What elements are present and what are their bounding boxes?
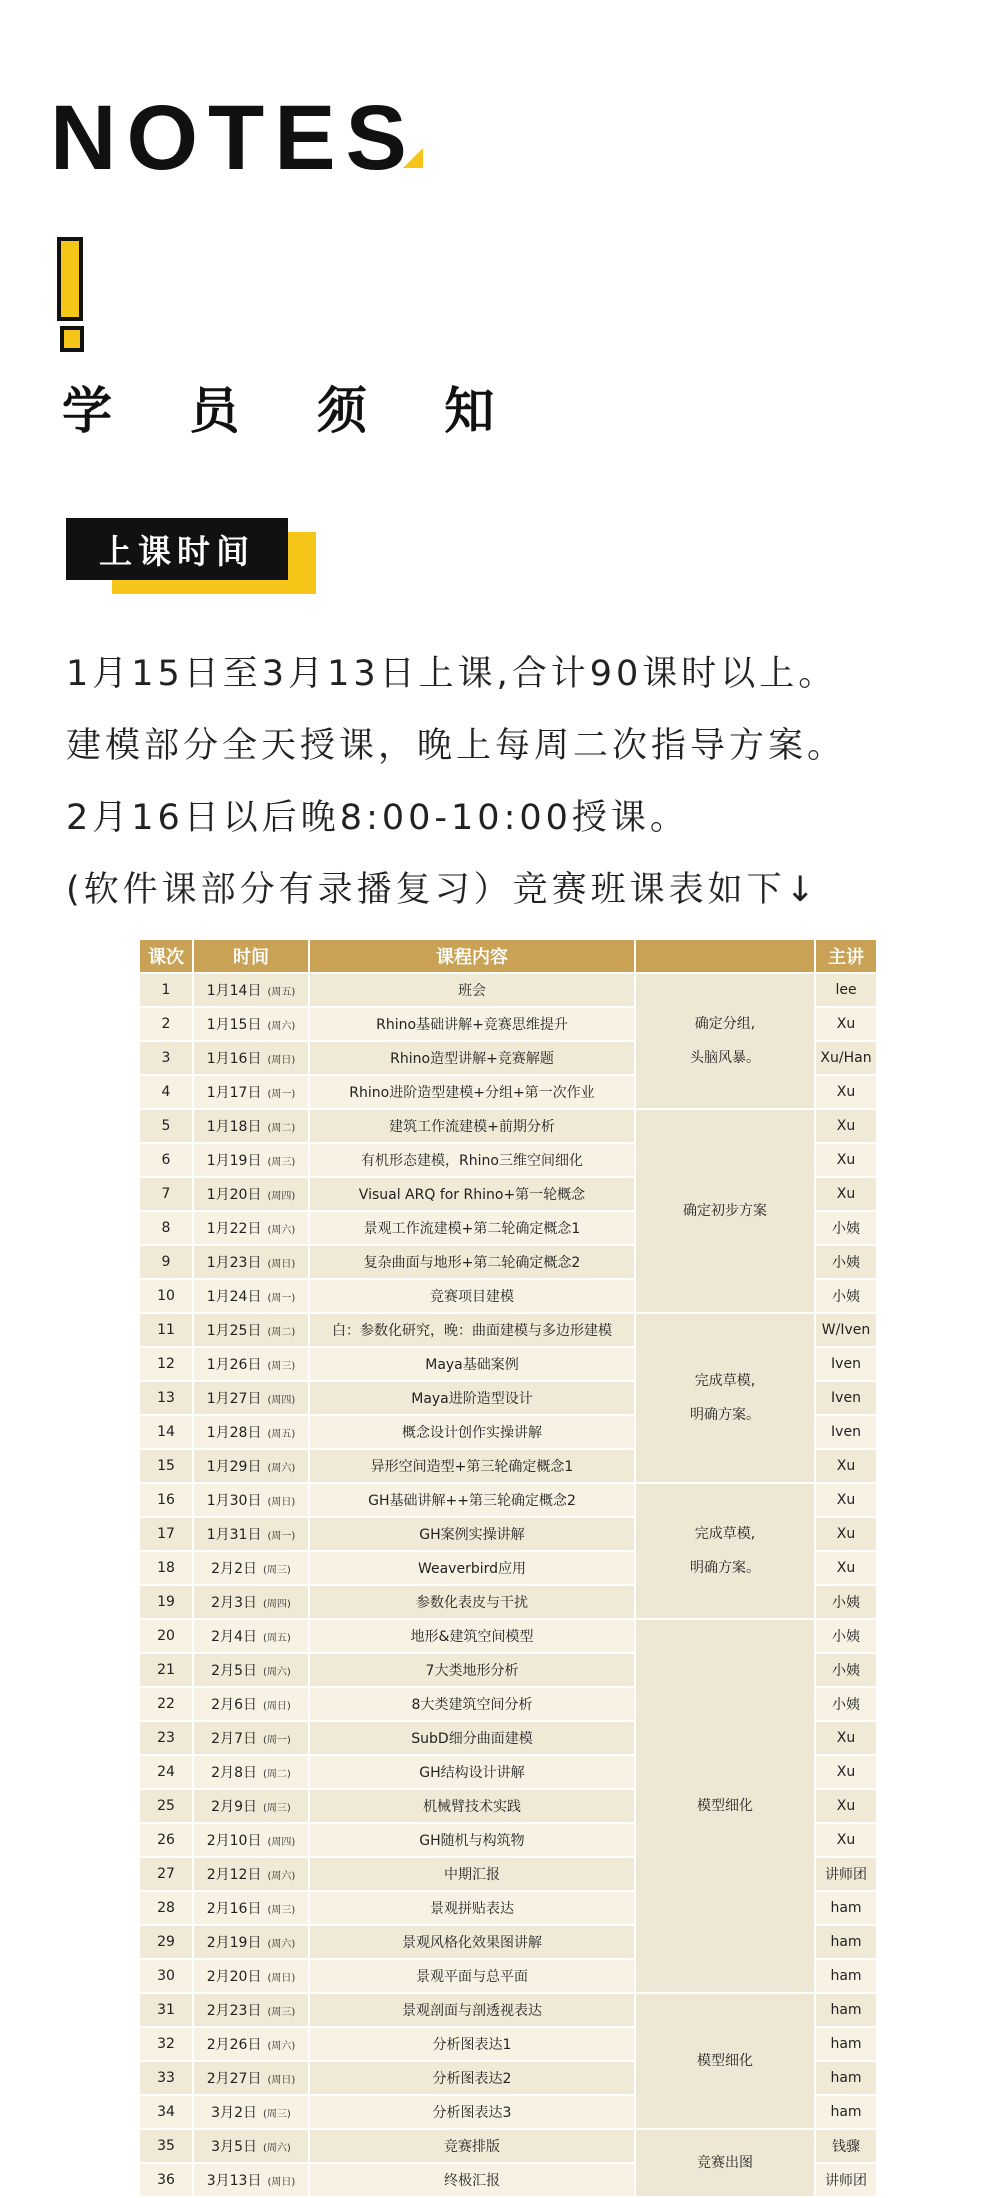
weekday-text: (周四) (263, 1599, 291, 1610)
weekday-text: (周一) (267, 1293, 296, 1304)
cell-lecturer: 小姨 (815, 1279, 877, 1313)
cell-no: 25 (139, 1789, 193, 1823)
info-lines (66, 644, 966, 932)
cell-date (193, 1075, 309, 1109)
cell-no: 23 (139, 1721, 193, 1755)
cell-no: 27 (139, 1857, 193, 1891)
weekday-text: (周日) (267, 2177, 296, 2188)
date-text: 2月2日 (211, 1561, 257, 1577)
date-text: 1月25日 (206, 1323, 262, 1339)
weekday-text: (周二) (263, 1769, 291, 1780)
cell-lecturer: ham (815, 1891, 877, 1925)
cell-lecturer: Iven (815, 1381, 877, 1415)
cell-lecturer: 讲师团 (815, 2163, 877, 2197)
cell-content: 景观拼贴表达 (309, 1891, 635, 1925)
cell-date (193, 2163, 309, 2197)
cell-goal (635, 2129, 815, 2197)
table-row (139, 973, 877, 1007)
date-text: 1月18日 (206, 1119, 262, 1135)
cell-lecturer: lee (815, 973, 877, 1007)
cell-goal (635, 1483, 815, 1619)
cell-lecturer: Xu (815, 1755, 877, 1789)
cell-lecturer: ham (815, 2027, 877, 2061)
cell-content: GH案例实操讲解 (309, 1517, 635, 1551)
cell-lecturer: Iven (815, 1347, 877, 1381)
date-text: 1月17日 (206, 1085, 262, 1101)
goal-line: 完成草模, (694, 1526, 756, 1542)
cell-lecturer: 小姨 (815, 1653, 877, 1687)
cell-lecturer: ham (815, 1925, 877, 1959)
cell-date (193, 1721, 309, 1755)
cell-date (193, 1789, 309, 1823)
cell-date (193, 1891, 309, 1925)
table-row (139, 1619, 877, 1653)
header-lecturer: 主讲 (815, 939, 877, 973)
cell-lecturer: Xu (815, 1823, 877, 1857)
weekday-text: (周二) (267, 1123, 296, 1134)
date-text: 1月22日 (206, 1221, 262, 1237)
cell-content: 异形空间造型+第三轮确定概念1 (309, 1449, 635, 1483)
header-date: 时间 (193, 939, 309, 973)
weekday-text: (周四) (267, 1191, 296, 1202)
date-text: 1月28日 (206, 1425, 262, 1441)
cell-content: Visual ARQ for Rhino+第一轮概念 (309, 1177, 635, 1211)
date-text: 2月6日 (211, 1697, 257, 1713)
cell-no: 8 (139, 1211, 193, 1245)
cell-lecturer: Xu (815, 1721, 877, 1755)
cell-date (193, 1245, 309, 1279)
weekday-text: (周三) (267, 1905, 296, 1916)
cell-content: 景观工作流建模+第二轮确定概念1 (309, 1211, 635, 1245)
weekday-text: (周五) (263, 1633, 291, 1644)
cell-content: GH随机与构筑物 (309, 1823, 635, 1857)
cell-date (193, 1007, 309, 1041)
cell-no: 5 (139, 1109, 193, 1143)
cell-lecturer: 小姨 (815, 1687, 877, 1721)
cell-date (193, 1415, 309, 1449)
date-text: 2月8日 (211, 1765, 257, 1781)
weekday-text: (周日) (267, 1055, 296, 1066)
cell-content: Maya基础案例 (309, 1347, 635, 1381)
cell-no: 7 (139, 1177, 193, 1211)
cell-date (193, 1347, 309, 1381)
date-text: 1月29日 (206, 1459, 262, 1475)
cell-no: 6 (139, 1143, 193, 1177)
cell-date (193, 1755, 309, 1789)
cell-no: 26 (139, 1823, 193, 1857)
cell-lecturer: 讲师团 (815, 1857, 877, 1891)
weekday-text: (周六) (267, 1939, 296, 1950)
cell-no: 10 (139, 1279, 193, 1313)
cell-date (193, 2027, 309, 2061)
cell-content: 8大类建筑空间分析 (309, 1687, 635, 1721)
cell-date (193, 1313, 309, 1347)
date-text: 1月16日 (206, 1051, 262, 1067)
cell-date (193, 1041, 309, 1075)
cell-no: 36 (139, 2163, 193, 2197)
weekday-text: (周日) (267, 1973, 296, 1984)
cell-lecturer: Xu (815, 1075, 877, 1109)
cell-lecturer: Xu (815, 1517, 877, 1551)
cell-lecturer: Xu (815, 1109, 877, 1143)
info-line: 1月15日至3月13日上课,合计90课时以上。 (66, 654, 838, 694)
weekday-text: (周三) (267, 1361, 296, 1372)
weekday-text: (周日) (267, 1259, 296, 1270)
cell-no: 31 (139, 1993, 193, 2027)
cell-content: Maya进阶造型设计 (309, 1381, 635, 1415)
cell-content: 中期汇报 (309, 1857, 635, 1891)
cell-no: 14 (139, 1415, 193, 1449)
cell-content: GH结构设计讲解 (309, 1755, 635, 1789)
cell-date (193, 1823, 309, 1857)
table-row (139, 2129, 877, 2163)
cell-lecturer: 小姨 (815, 1619, 877, 1653)
cell-no: 13 (139, 1381, 193, 1415)
cell-content: Rhino基础讲解+竞赛思维提升 (309, 1007, 635, 1041)
cell-no: 2 (139, 1007, 193, 1041)
cell-lecturer: Xu (815, 1551, 877, 1585)
cell-no: 3 (139, 1041, 193, 1075)
cell-content: 7大类地形分析 (309, 1653, 635, 1687)
table-row (139, 1313, 877, 1347)
cell-no: 29 (139, 1925, 193, 1959)
cell-date (193, 1687, 309, 1721)
cell-date (193, 1653, 309, 1687)
cell-no: 20 (139, 1619, 193, 1653)
weekday-text: (周日) (267, 2075, 296, 2086)
date-text: 2月5日 (211, 1663, 257, 1679)
exclamation-icon (56, 236, 90, 356)
weekday-text: (周五) (267, 1429, 296, 1440)
cell-content: 终极汇报 (309, 2163, 635, 2197)
date-text: 2月12日 (206, 1867, 262, 1883)
date-text: 1月20日 (206, 1187, 262, 1203)
cell-no: 30 (139, 1959, 193, 1993)
cell-content: 分析图表达1 (309, 2027, 635, 2061)
weekday-text: (周六) (263, 2143, 291, 2154)
date-text: 1月19日 (206, 1153, 262, 1169)
date-text: 2月9日 (211, 1799, 257, 1815)
date-text: 3月2日 (211, 2105, 257, 2121)
goal-line: 模型细化 (697, 2053, 753, 2069)
date-text: 2月10日 (206, 1833, 262, 1849)
cell-date (193, 2061, 309, 2095)
date-text: 2月23日 (206, 2003, 262, 2019)
cell-date (193, 1857, 309, 1891)
cell-date (193, 1143, 309, 1177)
weekday-text: (周三) (267, 1157, 296, 1168)
cell-content: 参数化表皮与干扰 (309, 1585, 635, 1619)
cell-no: 16 (139, 1483, 193, 1517)
notes-title: NOTES (50, 87, 417, 189)
cell-no: 34 (139, 2095, 193, 2129)
goal-line: 明确方案。 (690, 1407, 760, 1423)
cell-date (193, 1619, 309, 1653)
cell-lecturer: 小姨 (815, 1211, 877, 1245)
weekday-text: (周一) (267, 1089, 296, 1100)
cell-lecturer: 小姨 (815, 1245, 877, 1279)
notice-heading: 学 员 须 知 (62, 382, 525, 440)
cell-lecturer: 小姨 (815, 1585, 877, 1619)
cell-content: 分析图表达2 (309, 2061, 635, 2095)
cell-content: 分析图表达3 (309, 2095, 635, 2129)
date-text: 1月23日 (206, 1255, 262, 1271)
cell-date (193, 1993, 309, 2027)
cell-content: 竞赛项目建模 (309, 1279, 635, 1313)
cell-no: 18 (139, 1551, 193, 1585)
cell-no: 17 (139, 1517, 193, 1551)
weekday-text: (周三) (267, 2007, 296, 2018)
weekday-text: (周四) (267, 1837, 296, 1848)
table-row (139, 1483, 877, 1517)
cell-date (193, 1551, 309, 1585)
cell-date (193, 1279, 309, 1313)
date-text: 1月26日 (206, 1357, 262, 1373)
header-content: 课程内容 (309, 939, 635, 973)
date-text: 1月30日 (206, 1493, 262, 1509)
cell-content: 竞赛排版 (309, 2129, 635, 2163)
cell-content: GH基础讲解++第三轮确定概念2 (309, 1483, 635, 1517)
cell-lecturer: Xu (815, 1007, 877, 1041)
cell-no: 24 (139, 1755, 193, 1789)
table-row (139, 1109, 877, 1143)
cell-no: 35 (139, 2129, 193, 2163)
cell-no: 33 (139, 2061, 193, 2095)
cell-content: 白：参数化研究，晚：曲面建模与多边形建模 (309, 1313, 635, 1347)
cell-date (193, 1381, 309, 1415)
cell-content: Weaverbird应用 (309, 1551, 635, 1585)
goal-line: 确定初步方案 (683, 1203, 767, 1219)
cell-content: 机械臂技术实践 (309, 1789, 635, 1823)
cell-date (193, 1211, 309, 1245)
cell-no: 22 (139, 1687, 193, 1721)
cell-content: 景观平面与总平面 (309, 1959, 635, 1993)
weekday-text: (周六) (267, 1225, 296, 1236)
date-text: 2月26日 (206, 2037, 262, 2053)
weekday-text: (周六) (267, 2041, 296, 2052)
cell-content: 地形&建筑空间模型 (309, 1619, 635, 1653)
cell-date (193, 1959, 309, 1993)
weekday-text: (周六) (267, 1021, 296, 1032)
cell-goal (635, 973, 815, 1109)
goal-line: 模型细化 (697, 1798, 753, 1814)
weekday-text: (周六) (267, 1463, 296, 1474)
cell-no: 12 (139, 1347, 193, 1381)
cell-no: 19 (139, 1585, 193, 1619)
cell-goal (635, 1109, 815, 1313)
date-text: 2月4日 (211, 1629, 257, 1645)
section-tag-label: 上课时间 (66, 518, 288, 580)
date-text: 1月27日 (206, 1391, 262, 1407)
cell-content: 景观风格化效果图讲解 (309, 1925, 635, 1959)
weekday-text: (周三) (263, 1803, 291, 1814)
weekday-text: (周日) (267, 1497, 296, 1508)
cell-content: 概念设计创作实操讲解 (309, 1415, 635, 1449)
cell-lecturer: ham (815, 1959, 877, 1993)
cell-date (193, 1483, 309, 1517)
cell-no: 32 (139, 2027, 193, 2061)
cell-no: 4 (139, 1075, 193, 1109)
goal-line: 竞赛出图 (697, 2155, 753, 2171)
date-text: 2月16日 (206, 1901, 262, 1917)
schedule-table (138, 938, 878, 2198)
cell-lecturer: ham (815, 2061, 877, 2095)
cell-content: 景观剖面与剖透视表达 (309, 1993, 635, 2027)
cell-date (193, 1449, 309, 1483)
cell-no: 11 (139, 1313, 193, 1347)
cell-content: 复杂曲面与地形+第二轮确定概念2 (309, 1245, 635, 1279)
date-text: 2月19日 (206, 1935, 262, 1951)
info-line: 建模部分全天授课，晚上每周二次指导方案。 (66, 726, 847, 766)
goal-line: 确定分组, (694, 1016, 756, 1032)
cell-content: 班会 (309, 973, 635, 1007)
cell-content: Rhino造型讲解+竞赛解题 (309, 1041, 635, 1075)
cell-lecturer: ham (815, 1993, 877, 2027)
date-text: 1月14日 (206, 983, 262, 999)
cell-content: 建筑工作流建模+前期分析 (309, 1109, 635, 1143)
cell-lecturer: Xu (815, 1143, 877, 1177)
cell-no: 28 (139, 1891, 193, 1925)
weekday-text: (周日) (263, 1701, 291, 1712)
cell-lecturer: Xu (815, 1449, 877, 1483)
header-no: 课次 (139, 939, 193, 973)
cell-goal (635, 1993, 815, 2129)
cell-lecturer: Xu/Han (815, 1041, 877, 1075)
cell-goal (635, 1619, 815, 1993)
cell-lecturer: Iven (815, 1415, 877, 1449)
section-tag-class-time (66, 518, 316, 594)
weekday-text: (周五) (267, 987, 296, 998)
cell-content: 有机形态建模，Rhino三维空间细化 (309, 1143, 635, 1177)
cell-lecturer: W/Iven (815, 1313, 877, 1347)
goal-line: 明确方案。 (690, 1560, 760, 1576)
weekday-text: (周六) (263, 1667, 291, 1678)
cell-content: SubD细分曲面建模 (309, 1721, 635, 1755)
date-text: 1月15日 (206, 1017, 262, 1033)
info-line: (软件课部分有录播复习）竞赛班课表如下↓ (66, 870, 819, 910)
table-header-row (139, 939, 877, 973)
date-text: 2月20日 (206, 1969, 262, 1985)
cell-lecturer: ham (815, 2095, 877, 2129)
date-text: 3月5日 (211, 2139, 257, 2155)
goal-line: 头脑风暴。 (690, 1050, 760, 1066)
cell-date (193, 2129, 309, 2163)
cell-lecturer: Xu (815, 1789, 877, 1823)
date-text: 3月13日 (206, 2173, 262, 2189)
weekday-text: (周二) (267, 1327, 296, 1338)
table-row (139, 1993, 877, 2027)
cell-lecturer: 钱骤 (815, 2129, 877, 2163)
weekday-text: (周四) (267, 1395, 296, 1406)
cell-lecturer: Xu (815, 1177, 877, 1211)
cell-date (193, 1177, 309, 1211)
cell-lecturer: Xu (815, 1483, 877, 1517)
cell-date (193, 1585, 309, 1619)
cell-date (193, 1925, 309, 1959)
weekday-text: (周三) (263, 1565, 291, 1576)
cell-date (193, 1517, 309, 1551)
cell-no: 9 (139, 1245, 193, 1279)
weekday-text: (周一) (267, 1531, 296, 1542)
info-line: 2月16日以后晚8:00-10:00授课。 (66, 798, 689, 838)
header-goal (635, 939, 815, 973)
weekday-text: (周一) (263, 1735, 291, 1746)
cell-date (193, 973, 309, 1007)
cell-date (193, 1109, 309, 1143)
date-text: 1月31日 (206, 1527, 262, 1543)
cell-no: 15 (139, 1449, 193, 1483)
cell-goal (635, 1313, 815, 1483)
date-text: 1月24日 (206, 1289, 262, 1305)
date-text: 2月27日 (206, 2071, 262, 2087)
date-text: 2月3日 (211, 1595, 257, 1611)
date-text: 2月7日 (211, 1731, 257, 1747)
cell-content: Rhino进阶造型建模+分组+第一次作业 (309, 1075, 635, 1109)
cell-no: 1 (139, 973, 193, 1007)
schedule-body (139, 973, 877, 2197)
cell-date (193, 2095, 309, 2129)
weekday-text: (周六) (267, 1871, 296, 1882)
goal-line: 完成草模, (694, 1373, 756, 1389)
triangle-accent (403, 148, 423, 168)
weekday-text: (周三) (263, 2109, 291, 2120)
cell-no: 21 (139, 1653, 193, 1687)
